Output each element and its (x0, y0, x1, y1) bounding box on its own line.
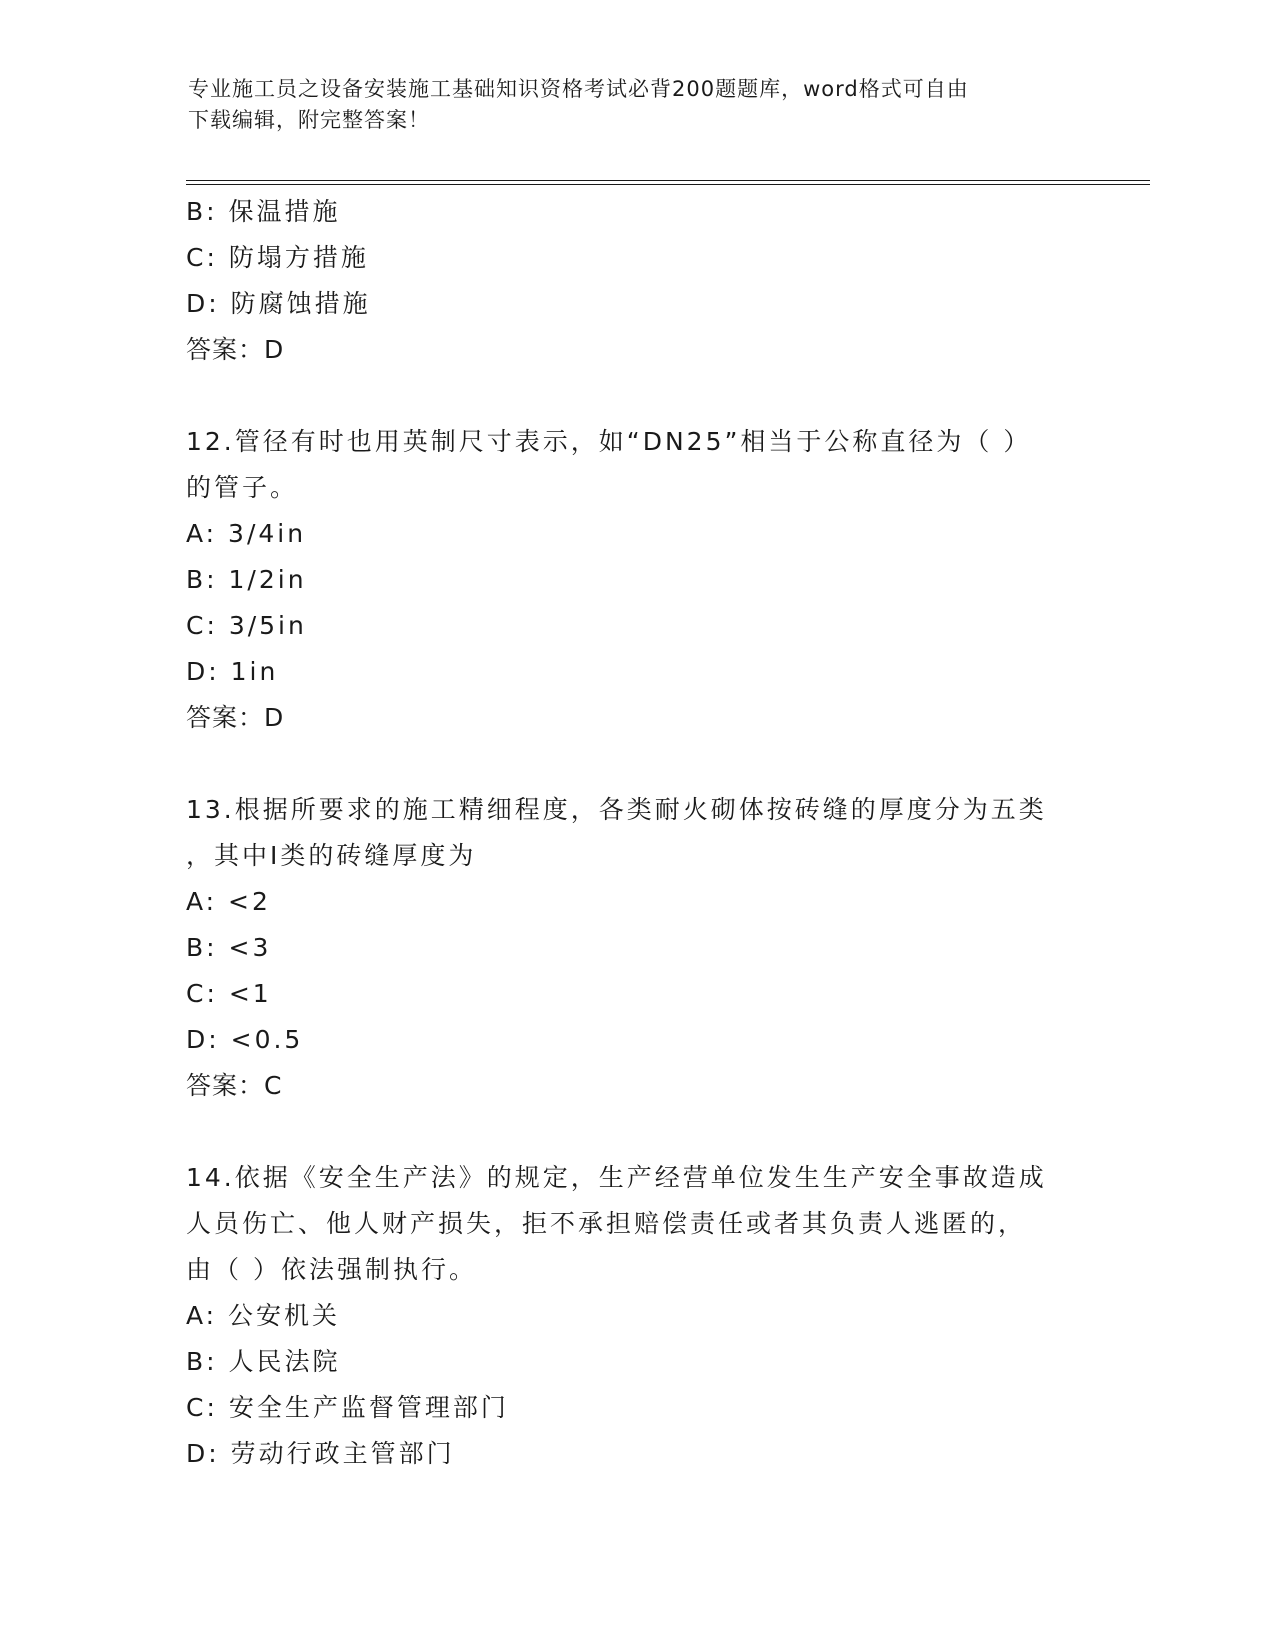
header-rule-top (186, 180, 1150, 181)
q13-answer: 答案：C (186, 1071, 283, 1100)
question-13 (186, 787, 1086, 1109)
q11-option-c: C: 防塌方措施 (186, 243, 369, 272)
q13-option-a: A: <2 (186, 887, 271, 916)
q13-stem-line-2: ，其中Ⅰ类的砖缝厚度为 (186, 841, 477, 870)
q12-stem-line-2: 的管子。 (186, 473, 299, 502)
question-12 (186, 419, 1086, 741)
q11-option-d: D: 防腐蚀措施 (186, 289, 371, 318)
q14-stem-line-3: 由（ ）依法强制执行。 (186, 1255, 477, 1284)
q11-answer: 答案：D (186, 335, 285, 364)
question-11-tail (186, 189, 1086, 373)
question-14 (186, 1155, 1086, 1477)
spacer (186, 741, 1086, 787)
q12-option-c: C: 3/5in (186, 611, 307, 640)
header-title-line-2: 下载编辑，附完整答案！ (188, 108, 430, 132)
q13-stem-line-1: 13.根据所要求的施工精细程度，各类耐火砌体按砖缝的厚度分为五类 (186, 795, 1047, 824)
q13-option-b: B: <3 (186, 933, 272, 962)
q14-stem-line-2: 人员伤亡、他人财产损失，拒不承担赔偿责任或者其负责人逃匿的， (186, 1209, 1027, 1238)
q12-answer: 答案：D (186, 703, 285, 732)
q12-option-d: D: 1in (186, 657, 279, 686)
spacer (186, 373, 1086, 419)
q14-stem-line-1: 14.依据《安全生产法》的规定，生产经营单位发生生产安全事故造成 (186, 1163, 1047, 1192)
spacer (186, 1109, 1086, 1155)
q14-option-b: B: 人民法院 (186, 1347, 341, 1376)
question-list (186, 189, 1086, 1477)
q13-option-c: C: <1 (186, 979, 272, 1008)
header-rule-bottom (186, 184, 1150, 185)
q12-option-a: A: 3/4in (186, 519, 307, 548)
q14-option-d: D: 劳动行政主管部门 (186, 1439, 455, 1468)
q11-option-b: B: 保温措施 (186, 197, 341, 226)
q12-stem-line-1: 12.管径有时也用英制尺寸表示，如“DN25”相当于公称直径为（ ） (186, 427, 1032, 456)
q14-option-c: C: 安全生产监督管理部门 (186, 1393, 509, 1422)
document-header (188, 74, 1088, 136)
q13-option-d: D: <0.5 (186, 1025, 304, 1054)
header-title-line-1: 专业施工员之设备安装施工基础知识资格考试必背200题题库，word格式可自由 (188, 77, 969, 101)
q12-option-b: B: 1/2in (186, 565, 307, 594)
q14-option-a: A: 公安机关 (186, 1301, 341, 1330)
